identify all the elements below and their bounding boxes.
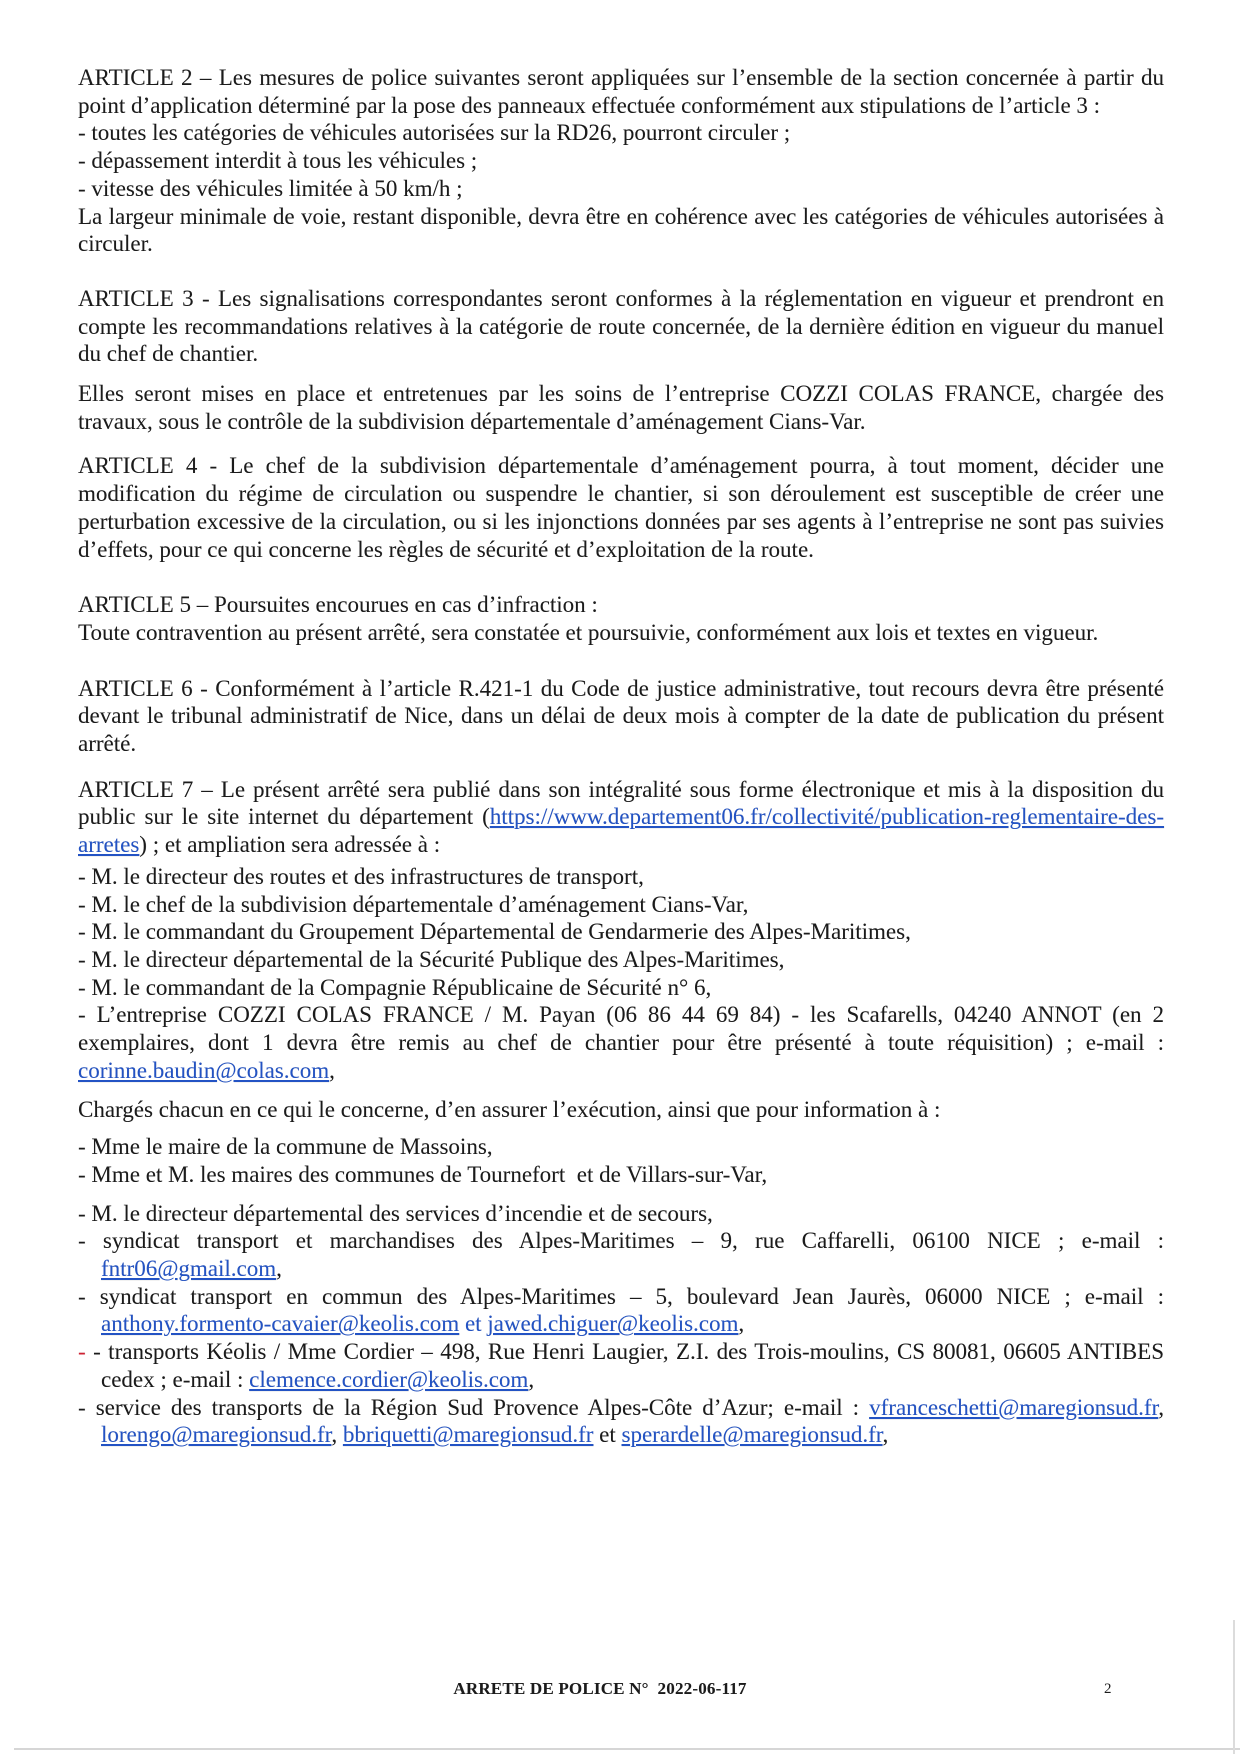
- article-3-paragraph-text: ARTICLE 3 - Les signalisations correspondantes seront conformes à la réglementation en vigueur et prendront en compte les recommandations relatives à la catégorie de route concernée, de la dernière édition en vigueur du manuel du chef de chantier.: [78, 285, 1164, 367]
- article-2-measure-2-text: - dépassement interdit à tous les véhicules ;: [78, 148, 478, 174]
- execution-paragraph: [78, 1096, 1164, 1124]
- info-region-sud-text: et: [593, 1422, 622, 1448]
- article-5-heading: [78, 591, 1164, 619]
- footer-reference: ARRETE DE POLICE N° 2022-06-117: [453, 1679, 747, 1698]
- recipient-gendarmerie-text: - M. le commandant du Groupement Départemental de Gendarmerie des Alpes-Maritimes,: [78, 919, 911, 945]
- recipient-cozzi-colas-text: ,: [329, 1057, 335, 1083]
- info-maire-massoins-text: - Mme le maire de la commune de Massoins,: [78, 1134, 493, 1160]
- email-lorengo[interactable]: lorengo@maregionsud.fr: [101, 1422, 332, 1448]
- article-2-measure-1-text: - toutes les catégories de véhicules autorisées sur la RD26, pourront circuler ;: [78, 120, 791, 146]
- article-7-paragraph: [78, 776, 1164, 859]
- email-vfranceschetti[interactable]: vfranceschetti@maregionsud.fr: [869, 1394, 1159, 1420]
- recipient-crs-text: - M. le commandant de la Compagnie Républicaine de Sécurité n° 6,: [78, 974, 712, 1000]
- article-7-paragraph-text: ARTICLE 7 – Le présent arrêté sera publié dans son intégralité sous forme électronique et mis à la disposition du public sur le site internet du département (: [78, 776, 1164, 830]
- article-7-paragraph-text: ) ; et ampliation sera adressée à :: [139, 832, 441, 858]
- article-4-paragraph-text: ARTICLE 4 - Le chef de la subdivision départementale d’aménagement pourra, à tout moment, décider une modification du régime de circulation ou suspendre le chantier, si son déroulement est susceptible de créer une perturbation excessive de la circulation, ou si les injonctions données par ses agents à l’entreprise ne sont pas suivies d’effets, pour ce qui concerne les règles de sécurité et d’exploitation de la route.: [78, 453, 1164, 562]
- email-corinne-baudin[interactable]: corinne.baudin@colas.com: [78, 1057, 330, 1083]
- scan-edge-bottom: [14, 1748, 1240, 1750]
- article-2-paragraph: [78, 64, 1164, 119]
- article-2-paragraph-text: ARTICLE 2 – Les mesures de police suivantes seront appliquées sur l’ensemble de la section concernée à partir du point d’application déterminé par la pose des panneaux effectuée conformément aux stipulations de l’article 3 :: [78, 65, 1164, 118]
- recipient-chef-subdivision-text: - M. le chef de la subdivision départementale d’aménagement Cians-Var,: [78, 891, 749, 917]
- recipient-director-routes-text: - M. le directeur des routes et des infrastructures de transport,: [78, 863, 644, 889]
- info-region-sud-text: - service des transports de la Région Sud Provence Alpes-Côte d’Azur; e-mail :: [78, 1394, 870, 1420]
- article-2-measure-3-text: - vitesse des véhicules limitée à 50 km/h ;: [78, 175, 463, 201]
- info-syndicat-marchandises-text: - syndicat transport et marchandises des Alpes-Maritimes – 9, rue Caffarelli, 06100 NICE ; e-mail :: [78, 1228, 1164, 1254]
- article-5-heading-text: ARTICLE 5 – Poursuites encourues en cas d’infraction :: [78, 592, 598, 618]
- blue-conjunction-text: et: [459, 1311, 488, 1337]
- info-directeur-incendie: [78, 1200, 1164, 1228]
- recipient-securite-publique-text: - M. le directeur départemental de la Sécurité Publique des Alpes-Maritimes,: [78, 946, 785, 972]
- email-jawed-chiguer[interactable]: jawed.chiguer@keolis.com: [487, 1311, 739, 1337]
- document-body: [78, 64, 1164, 1449]
- info-directeur-incendie-text: - M. le directeur départemental des services d’incendie et de secours,: [78, 1200, 713, 1226]
- article-4-paragraph: [78, 452, 1164, 563]
- red-dash-mark: -: [78, 1339, 94, 1365]
- article-2-note-text: La largeur minimale de voie, restant disponible, devra être en cohérence avec les catégories de véhicules autorisées à circuler.: [78, 203, 1164, 257]
- recipient-crs: [78, 974, 1164, 1002]
- recipient-cozzi-colas: [78, 1001, 1164, 1084]
- info-region-sud-text: ,: [331, 1422, 343, 1448]
- recipient-cozzi-colas-text: - L’entreprise COZZI COLAS FRANCE / M. Payan (06 86 44 69 84) - les Scafarells, 04240 ANNOT (en 2 exemplaires, dont 1 devra être remis au chef de chantier pour être présenté à toute réquisition) ; e-mail :: [78, 1002, 1164, 1056]
- recipient-gendarmerie: [78, 918, 1164, 946]
- article-6-paragraph-text: ARTICLE 6 - Conformément à l’article R.421-1 du Code de justice administrative, tout recours devra être présenté devant le tribunal administratif de Nice, dans un délai de deux mois à compter de la date de publication du présent arrêté.: [78, 675, 1164, 757]
- info-maires-tournefort-villars-text: - Mme et M. les maires des communes de Tournefort et de Villars-sur-Var,: [78, 1161, 768, 1187]
- info-transports-keolis: [78, 1338, 1164, 1393]
- recipient-securite-publique: [78, 946, 1164, 974]
- email-clemence-cordier[interactable]: clemence.cordier@keolis.com: [249, 1366, 529, 1392]
- email-fntr06[interactable]: fntr06@gmail.com: [101, 1256, 277, 1282]
- article-2-measure-3: [78, 175, 1164, 203]
- article-2-note: [78, 203, 1164, 258]
- info-syndicat-marchandises: [78, 1227, 1164, 1282]
- info-maire-massoins: [78, 1133, 1164, 1161]
- email-anthony-formento-cavaier[interactable]: anthony.formento-cavaier@keolis.com: [101, 1311, 460, 1337]
- email-sperardelle[interactable]: sperardelle@maregionsud.fr: [621, 1422, 883, 1448]
- recipient-chef-subdivision: [78, 891, 1164, 919]
- info-region-sud-text: ,: [882, 1422, 889, 1448]
- info-transports-keolis-text: ,: [528, 1366, 535, 1392]
- scan-edge-right: [1233, 1620, 1235, 1754]
- signage-paragraph-text: Elles seront mises en place et entretenues par les soins de l’entreprise COZZI COLAS FRANCE, chargée des travaux, sous le contrôle de la subdivision départementale d’aménagement Cians-Var.: [78, 381, 1164, 434]
- article-5-paragraph: [78, 619, 1164, 647]
- execution-paragraph-text: Chargés chacun en ce qui le concerne, d’en assurer l’exécution, ainsi que pour information à :: [78, 1096, 941, 1122]
- info-region-sud: [78, 1394, 1164, 1449]
- article-2-measure-1: [78, 119, 1164, 147]
- info-syndicat-commun-text: - syndicat transport en commun des Alpes-Maritimes – 5, boulevard Jean Jaurès, 06000 NICE ; e-mail :: [78, 1283, 1164, 1309]
- article-5-paragraph-text: Toute contravention au présent arrêté, sera constatée et poursuivie, conformément aux lois et textes en vigueur.: [78, 619, 1099, 645]
- info-syndicat-commun-text: ,: [738, 1311, 745, 1337]
- info-syndicat-commun: [78, 1283, 1164, 1338]
- info-transports-keolis-text: - transports Kéolis / Mme Cordier – 498, Rue Henri Laugier, Z.I. des Trois-moulins, CS 80081, 06605 ANTIBES cedex ; e-mail :: [93, 1339, 1164, 1392]
- info-region-sud-text: ,: [1158, 1394, 1164, 1420]
- departement06-url-link[interactable]: https://www.departement06.fr/collectivité/publication-reglementaire-des-arretes: [78, 804, 1164, 858]
- article-2-measure-2: [78, 147, 1164, 175]
- recipient-director-routes: [78, 863, 1164, 891]
- info-maires-tournefort-villars: [78, 1161, 1164, 1189]
- article-3-paragraph: [78, 285, 1164, 368]
- signage-paragraph: [78, 380, 1164, 435]
- article-6-paragraph: [78, 675, 1164, 758]
- page-number: 2: [1104, 1681, 1112, 1697]
- info-syndicat-marchandises-text: ,: [276, 1256, 282, 1282]
- email-bbriquetti[interactable]: bbriquetti@maregionsud.fr: [342, 1422, 594, 1448]
